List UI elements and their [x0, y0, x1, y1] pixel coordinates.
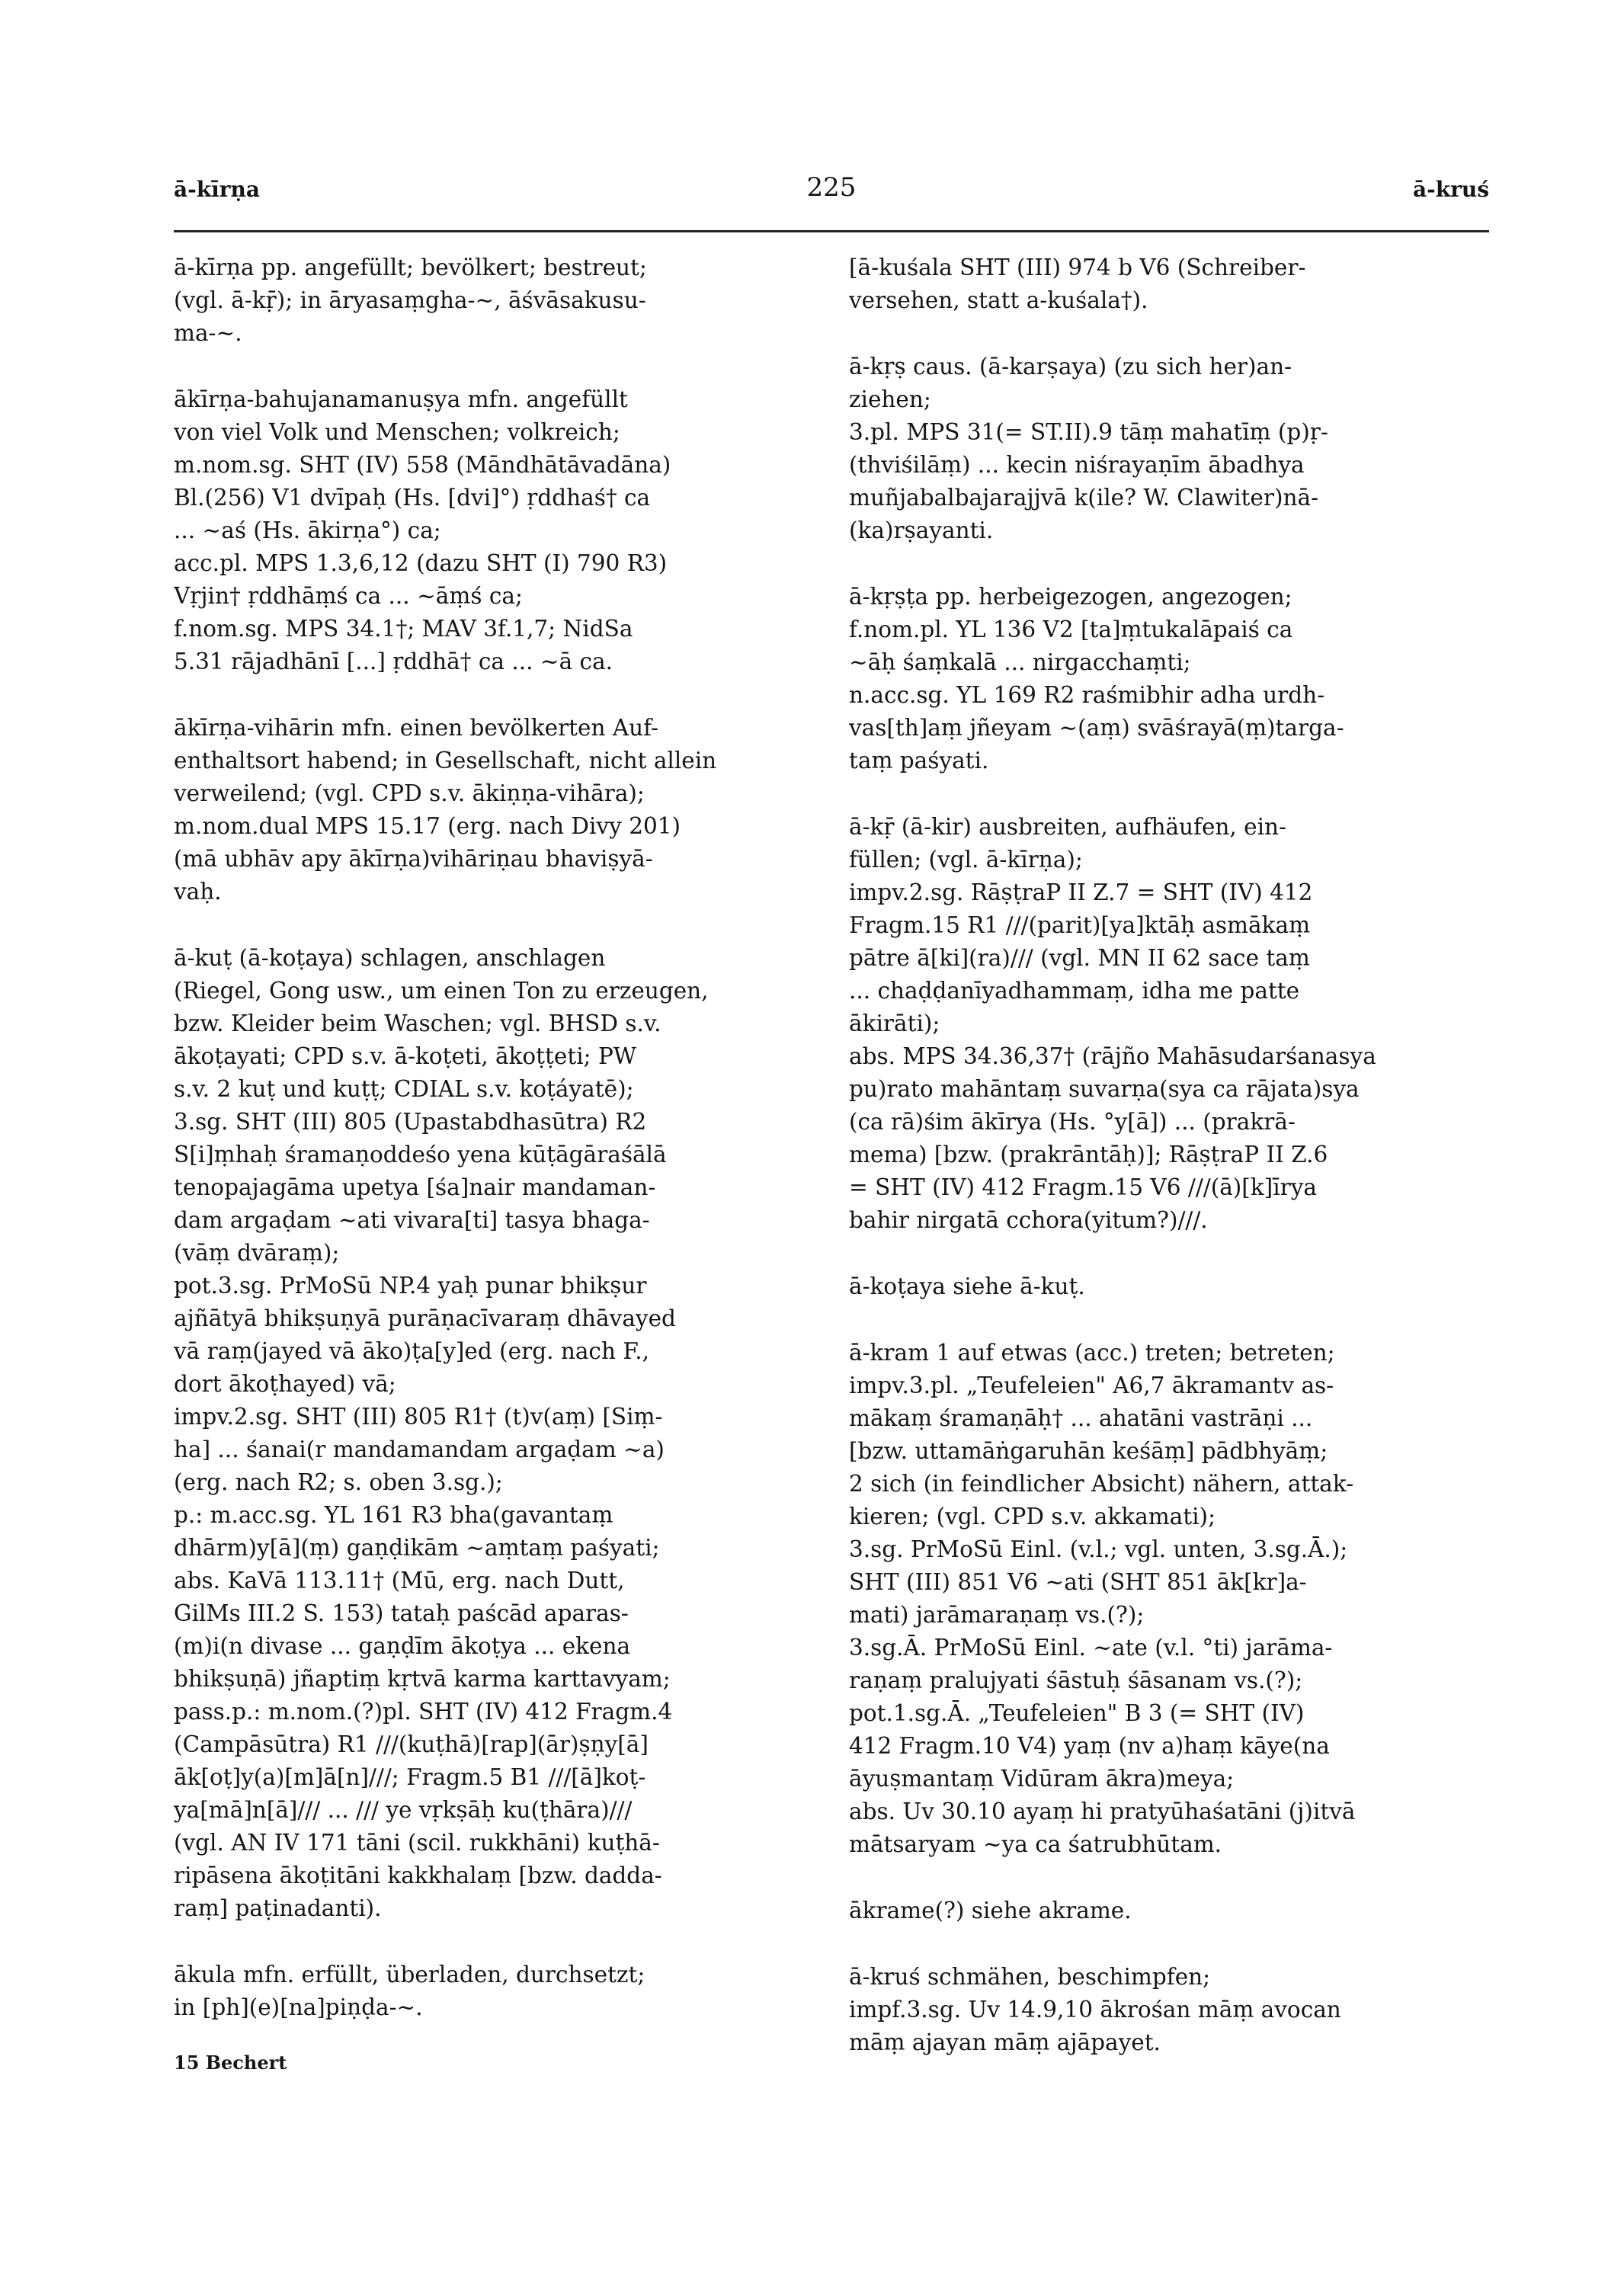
- entry-line: 3.sg. PrMoSū Einl. (v.l.; vgl. unten, 3.sg.Ā.);: [849, 1536, 1348, 1562]
- entry-line: ā-kṝ (ā-kir) ausbreiten, aufhäufen, ein-: [849, 814, 1287, 840]
- entry-line: dam argaḍam ~ati vivara[ti] tasya bhaga-: [174, 1207, 650, 1233]
- left-column: [174, 251, 814, 2058]
- entry-line: ~āḥ śaṃkalā ... nirgacchaṃti;: [849, 649, 1191, 675]
- entry-line: ma-~.: [174, 320, 242, 346]
- entry-line: ākīrṇa-bahujanamanuṣya mfn. angefüllt: [174, 386, 628, 412]
- entry-line: (Campāsūtra) R1 ///(kuṭhā)[rap](ār)ṣṇy[ā]: [174, 1731, 649, 1757]
- entry-line: pu)rato mahāntaṃ suvarṇa(sya ca rājata)sya: [849, 1076, 1360, 1102]
- entry-line: abs. KaVā 113.11† (Mū, erg. nach Dutt,: [174, 1568, 625, 1594]
- entry-line: s.v. 2 kuṭ und kuṭṭ; CDIAL s.v. koṭáyatē);: [174, 1076, 634, 1102]
- dictionary-entry: [849, 1270, 1489, 1303]
- dictionary-entry: [174, 383, 814, 678]
- entry-line: p.: m.acc.sg. YL 161 R3 bha(gavantaṃ: [174, 1502, 613, 1528]
- entry-line: mākaṃ śramaṇāḥ† ... ahatāni vastrāṇi ...: [849, 1405, 1313, 1431]
- dictionary-entry: [849, 1895, 1489, 1927]
- entry-line: n.acc.sg. YL 169 R2 raśmibhir adha urdh-: [849, 682, 1325, 708]
- entry-line: (thviśilāṃ) ... kecin niśrayaṇīm ābadhya: [849, 452, 1305, 478]
- entry-line: SHT (III) 851 V6 ~ati (SHT 851 āk[kr]a-: [849, 1569, 1307, 1595]
- dictionary-entry: [174, 942, 814, 1925]
- entry-line: ākirāti);: [849, 1011, 940, 1036]
- entry-line: dort ākoṭhayed) vā;: [174, 1371, 396, 1397]
- entry-line: ā-kīrṇa pp. angefüllt; bevölkert; bestreut;: [174, 255, 647, 280]
- footer-signature: 15 Bechert: [174, 2052, 287, 2074]
- entry-line: ajñātyā bhikṣuṇyā purāṇacīvaraṃ dhāvayed: [174, 1305, 676, 1331]
- entry-line: m.nom.sg. SHT (IV) 558 (Māndhātāvadāna): [174, 452, 671, 478]
- entry-line: mema) [bzw. (prakrāntāḥ)]; RāṣṭraP II Z.6: [849, 1142, 1328, 1168]
- entry-line: tenopajagāma upetya [śa]nair mandaman-: [174, 1174, 656, 1200]
- entry-line: 3.sg.Ā. PrMoSū Einl. ~ate (v.l. °ti) jarāma-: [849, 1635, 1333, 1661]
- entry-line: f.nom.sg. MPS 34.1†; MAV 3f.1,7; NidSa: [174, 616, 633, 642]
- entry-line: 5.31 rājadhānī [...] ṛddhā† ca ... ~ā ca.: [174, 649, 613, 674]
- entry-line: (vgl. AN IV 171 tāni (scil. rukkhāni) kuṭhā-: [174, 1830, 660, 1856]
- entry-line: raṇaṃ pralujyati śāstuḥ śāsanam vs.(?);: [849, 1667, 1303, 1693]
- right-column: [849, 251, 1489, 2093]
- entry-line: (erg. nach R2; s. oben 3.sg.);: [174, 1469, 503, 1495]
- entry-line: impf.3.sg. Uv 14.9,10 ākrośan māṃ avocan: [849, 1997, 1341, 2023]
- entry-line: pot.1.sg.Ā. „Teufeleien" B 3 (= SHT (IV): [849, 1700, 1305, 1726]
- entry-line: (Riegel, Gong usw., um einen Ton zu erzeugen,: [174, 978, 709, 1004]
- entry-line: bzw. Kleider beim Waschen; vgl. BHSD s.v.: [174, 1011, 661, 1036]
- dictionary-entry: [174, 251, 814, 350]
- entry-line: GilMs III.2 S. 153) tataḥ paścād aparas-: [174, 1600, 629, 1626]
- entry-line: ā-kruś schmähen, beschimpfen;: [849, 1964, 1211, 1990]
- entry-line: Vṛjin† ṛddhāṃś ca ... ~āṃś ca;: [174, 583, 523, 609]
- entry-line: ākula mfn. erfüllt, überladen, durchsetzt;: [174, 1962, 645, 1988]
- entry-line: ziehen;: [849, 386, 931, 412]
- entry-line: 2 sich (in feindlicher Absicht) nähern, attak-: [849, 1471, 1354, 1497]
- entry-line: vā raṃ(jayed vā āko)ṭa[y]ed (erg. nach F.,: [174, 1338, 649, 1364]
- entry-line: bhikṣuṇā) jñaptiṃ kṛtvā karma karttavyam;: [174, 1666, 671, 1692]
- entry-line: in [ph](e)[na]piṇḍa-~.: [174, 1994, 423, 2020]
- entry-line: impv.3.pl. „Teufeleien" A6,7 ākramantv as-: [849, 1373, 1334, 1398]
- entry-line: = SHT (IV) 412 Fragm.15 V6 ///(ā)[k]īrya: [849, 1174, 1317, 1200]
- entry-line: von viel Volk und Menschen; volkreich;: [174, 419, 620, 445]
- entry-line: māṃ ajayan māṃ ajāpayet.: [849, 2029, 1161, 2055]
- entry-line: kieren; (vgl. CPD s.v. akkamati);: [849, 1504, 1216, 1529]
- entry-line: (mā ubhāv apy ākīrṇa)vihāriṇau bhaviṣyā-: [174, 846, 653, 872]
- header-right-headword: ā-kruś: [1412, 177, 1489, 202]
- dictionary-entry: [174, 712, 814, 908]
- entry-line: acc.pl. MPS 1.3,6,12 (dazu SHT (I) 790 R3): [174, 550, 668, 576]
- dictionary-entry: [849, 1961, 1489, 2059]
- entry-line: āk[oṭ]y(a)[m]ā[n]///; Fragm.5 B1 ///[ā]koṭ-: [174, 1764, 646, 1790]
- entry-line: ripāsena ākoṭitāni kakkhalaṃ [bzw. dadda-: [174, 1863, 662, 1888]
- page-number: 225: [806, 172, 857, 203]
- dictionary-entry: [849, 351, 1489, 547]
- entry-line: (ca rā)śim ākīrya (Hs. °y[ā]) ... (prakrā-: [849, 1109, 1296, 1135]
- entry-line: [bzw. uttamāṅgaruhān keśāṃ] pādbhyāṃ;: [849, 1438, 1328, 1464]
- entry-line: mātsaryam ~ya ca śatrubhūtam.: [849, 1831, 1222, 1857]
- entry-line: pass.p.: m.nom.(?)pl. SHT (IV) 412 Fragm.4: [174, 1699, 673, 1725]
- entry-line: ā-kṛṣṭa pp. herbeigezogen, angezogen;: [849, 584, 1292, 610]
- entry-line: verweilend; (vgl. CPD s.v. ākiṇṇa-vihāra);: [174, 780, 645, 806]
- entry-line: (vgl. ā-kṝ); in āryasaṃgha-~, āśvāsakusu-: [174, 287, 646, 313]
- entry-line: abs. MPS 34.36,37† (rājño Mahāsudarśanasya: [849, 1043, 1376, 1069]
- entry-line: [ā-kuśala SHT (III) 974 b V6 (Schreiber-: [849, 255, 1306, 280]
- page-header: [174, 172, 1489, 213]
- entry-line: muñjabalbajarajjvā k(ile? W. Clawiter)nā-: [849, 485, 1319, 511]
- entry-line: 3.pl. MPS 31(= ST.II).9 tāṃ mahatīṃ (p)ṛ-: [849, 419, 1328, 445]
- entry-line: pot.3.sg. PrMoSū NP.4 yaḥ punar bhikṣur: [174, 1273, 647, 1299]
- entry-line: dhārm)y[ā](ṃ) gaṇḍikām ~aṃtaṃ paśyati;: [174, 1535, 660, 1561]
- entry-line: ā-kuṭ (ā-koṭaya) schlagen, anschlagen: [174, 945, 606, 971]
- entry-line: mati) jarāmaraṇaṃ vs.(?);: [849, 1602, 1145, 1628]
- dictionary-entry: [849, 581, 1489, 777]
- entry-line: ā-kram 1 auf etwas (acc.) treten; betreten;: [849, 1340, 1335, 1366]
- entry-line: taṃ paśyati.: [849, 748, 989, 774]
- entry-line: bahir nirgatā cchora(yitum?)///.: [849, 1207, 1208, 1233]
- dictionary-entry: [849, 811, 1489, 1237]
- entry-line: (m)i(n divase ... gaṇḍīm ākoṭya ... ekena: [174, 1633, 631, 1659]
- entry-line: enthaltsort habend; in Gesellschaft, nicht allein: [174, 748, 717, 774]
- entry-line: versehen, statt a-kuśala†).: [849, 287, 1148, 313]
- entry-line: ākoṭayati; CPD s.v. ā-koṭeti, ākoṭṭeti; PW: [174, 1043, 637, 1069]
- dictionary-entry: [849, 251, 1489, 317]
- entry-line: Fragm.15 R1 ///(parit)[ya]ktāḥ asmākaṃ: [849, 912, 1311, 938]
- entry-line: ākīrṇa-vihārin mfn. einen bevölkerten Auf-: [174, 715, 658, 741]
- entry-line: vaḥ.: [174, 879, 222, 905]
- entry-line: füllen; (vgl. ā-kīrṇa);: [849, 847, 1083, 873]
- entry-line: (vāṃ dvāraṃ);: [174, 1240, 340, 1266]
- entry-line: ... chaḍḍanīyadhammaṃ, idha me patte: [849, 978, 1300, 1004]
- entry-line: pātre ā[ki](ra)/// (vgl. MN II 62 sace taṃ: [849, 945, 1310, 971]
- entry-line: (ka)rṣayanti.: [849, 517, 994, 543]
- entry-line: vas[th]aṃ jñeyam ~(aṃ) svāśrayā(ṃ)targa-: [849, 715, 1344, 741]
- entry-line: impv.2.sg. RāṣṭraP II Z.7 = SHT (IV) 412: [849, 879, 1313, 905]
- header-left-headword: ā-kīrṇa: [174, 177, 261, 202]
- entry-line: f.nom.pl. YL 136 V2 [ta]ṃtukalāpaiś ca: [849, 617, 1293, 642]
- entry-line: ā-kṛṣ caus. (ā-karṣaya) (zu sich her)an-: [849, 354, 1292, 380]
- entry-line: raṃ] paṭinadanti).: [174, 1895, 382, 1921]
- entry-line: ā-koṭaya siehe ā-kuṭ.: [849, 1273, 1085, 1299]
- header-rule: [174, 230, 1489, 232]
- entry-line: ākrame(?) siehe akrame.: [849, 1898, 1132, 1923]
- entry-line: 3.sg. SHT (III) 805 (Upastabdhasūtra) R2: [174, 1109, 647, 1135]
- entry-line: ya[mā]n[ā]/// ... /// ye vṛkṣāḥ ku(ṭhāra)///: [174, 1797, 633, 1823]
- entry-line: m.nom.dual MPS 15.17 (erg. nach Divy 201): [174, 813, 681, 839]
- entry-line: ... ~aś (Hs. ākirṇa°) ca;: [174, 517, 441, 543]
- dictionary-entry: [849, 1337, 1489, 1861]
- dictionary-entry: [174, 1959, 814, 2024]
- entry-line: S[i]ṃhaḥ śramaṇoddeśo yena kūṭāgāraśālā: [174, 1142, 667, 1168]
- entry-line: 412 Fragm.10 V4) yaṃ (nv a)haṃ kāye(na: [849, 1733, 1330, 1759]
- entry-line: Bl.(256) V1 dvīpaḥ (Hs. [dvi]°) ṛddhaś† ca: [174, 485, 651, 511]
- entry-line: āyuṣmantaṃ Vidūram ākra)meya;: [849, 1766, 1235, 1792]
- entry-line: abs. Uv 30.10 ayaṃ hi pratyūhaśatāni (j)itvā: [849, 1799, 1356, 1824]
- entry-line: impv.2.sg. SHT (III) 805 R1† (t)v(aṃ) [Siṃ-: [174, 1404, 663, 1430]
- entry-line: ha] ... śanai(r mandamandam argaḍam ~a): [174, 1437, 665, 1462]
